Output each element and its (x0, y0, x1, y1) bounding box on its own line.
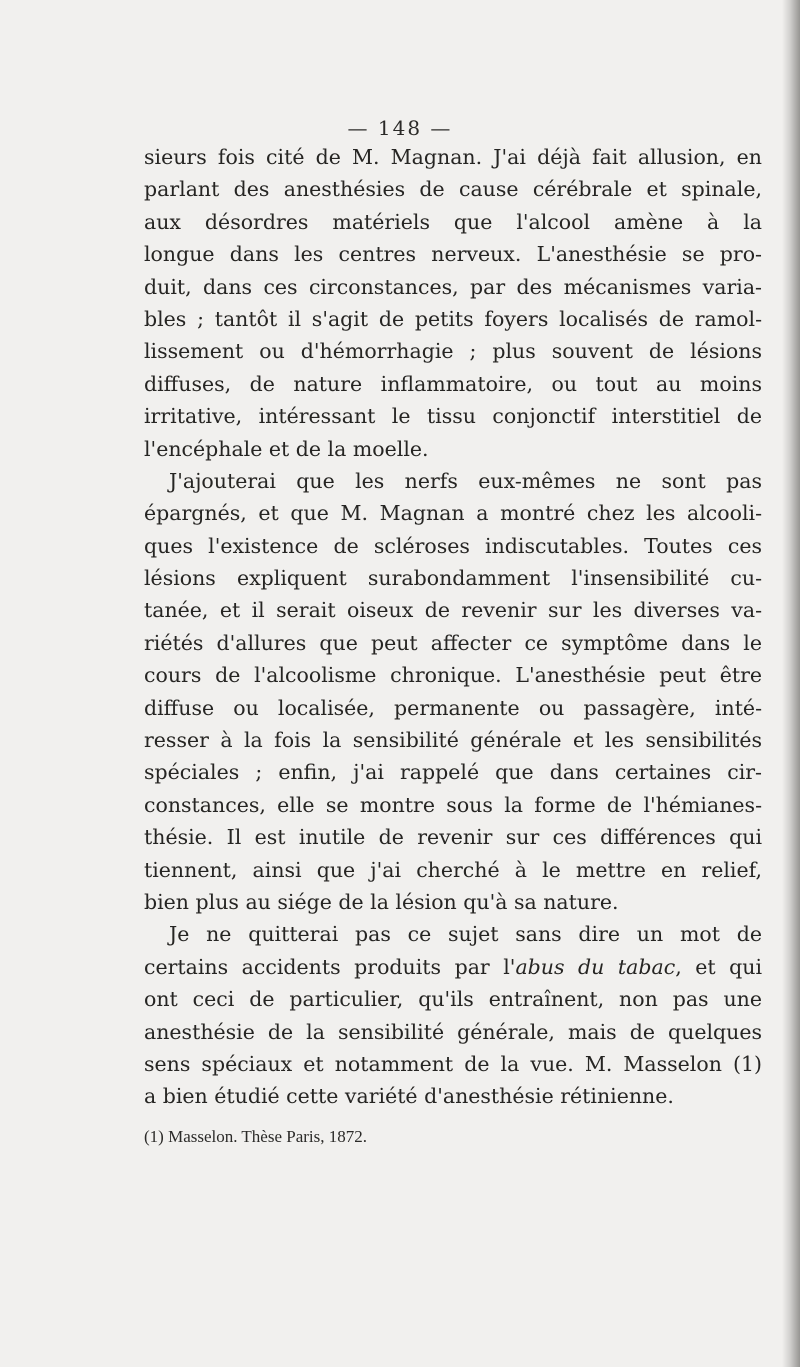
paragraph (144, 918, 762, 1112)
paragraph (144, 465, 762, 918)
text-line: a bien étudié cette variété d'anesthésie rétinienne. (144, 1084, 674, 1109)
paragraph (144, 141, 762, 465)
footnote: (1) Masselon. Thèse Paris, 1872. (144, 1127, 368, 1146)
text-line: constances, elle se montre sous la forme de l'hémianes- (144, 792, 762, 817)
text-line: duit, dans ces circonstances, par des mécanismes varia- (144, 274, 762, 299)
text-line: sieurs fois cité de M. Magnan. J'ai déjà fait allusion, en (144, 145, 762, 169)
text-line: lissement ou d'hémorrhagie ; plus souvent de lésions (144, 339, 762, 364)
text-line: parlant des anesthésies de cause cérébrale et spinale, (144, 177, 762, 202)
text-line: spéciales ; enfin, j'ai rappelé que dans certaines cir- (144, 760, 762, 785)
text-line: l'encéphale et de la moelle. (144, 436, 429, 461)
text-line: ont ceci de particulier, qu'ils entraînent, non pas une (144, 987, 762, 1012)
text-line: sens spéciaux et notamment de la vue. M. Masselon (1) (144, 1051, 762, 1076)
body-text (144, 141, 762, 1113)
text-line: riétés d'allures que peut affecter ce symptôme dans le (144, 630, 762, 655)
text-line: tanée, et il serait oiseux de revenir sur les diverses va- (144, 598, 762, 623)
text-line: diffuse ou localisée, permanente ou passagère, inté- (144, 695, 762, 720)
page-number: — 148 — (347, 116, 453, 140)
text-line: thésie. Il est inutile de revenir sur ces différences qui (144, 825, 762, 850)
text-line: cours de l'alcoolisme chronique. L'anesthésie peut être (144, 663, 762, 688)
text-line: longue dans les centres nerveux. L'anesthésie se pro- (144, 242, 762, 267)
page-edge-shadow (782, 0, 800, 1367)
text-line: irritative, intéressant le tissu conjonctif interstitiel de (144, 404, 762, 429)
text-line: Je ne quitterai pas ce sujet sans dire un mot de (169, 922, 762, 947)
text-line: certains accidents produits par l'abus du tabac, et qui (144, 954, 762, 979)
text-line: J'ajouterai que les nerfs eux-mêmes ne sont pas (169, 468, 762, 493)
text-line: aux désordres matériels que l'alcool amène à la (144, 209, 762, 234)
text-line: resser à la fois la sensibilité générale et les sensibilités (144, 728, 762, 753)
text-line: lésions expliquent surabondamment l'insensibilité cu- (144, 566, 762, 591)
italic-phrase: abus du tabac (515, 954, 676, 979)
text-line: bien plus au siége de la lésion qu'à sa nature. (144, 889, 619, 914)
text-line: bles ; tantôt il s'agit de petits foyers localisés de ramol- (144, 306, 762, 331)
text-line: ques l'existence de scléroses indiscutables. Toutes ces (144, 533, 762, 558)
text-line: tiennent, ainsi que j'ai cherché à le mettre en relief, (144, 857, 762, 882)
text-line: diffuses, de nature inflammatoire, ou tout au moins (144, 371, 762, 396)
text-line: épargnés, et que M. Magnan a montré chez les alcooli- (144, 501, 762, 526)
text-line: anesthésie de la sensibilité générale, mais de quelques (144, 1019, 762, 1044)
